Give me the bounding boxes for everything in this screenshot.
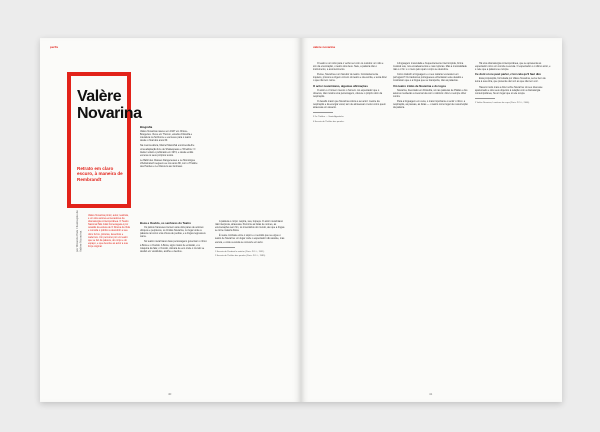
- bio-title: Biografia: [140, 125, 153, 129]
- page-number-right: 41: [429, 392, 433, 396]
- right-column-1: [313, 62, 387, 126]
- title-line-1: Valère: [77, 88, 122, 105]
- left-page: [40, 38, 301, 402]
- section-heading: Boca e Ouvido, os senhores do Teatro: [140, 221, 191, 225]
- article-subtitle: Retrato em claro escuro, à maneira de Rembrandt: [77, 166, 123, 182]
- footnote-rule: [313, 112, 333, 113]
- body-paragraph: No teatro novariniano duas personagens governam o ritmo: a Boca e o Ouvido. A Boca, signo maior de emissão, é a máquina da fala; o Ouvido, câmara de eco onde o mundo se desfaz em vocábulos, acolhe e devolve.: [140, 240, 208, 253]
- body-paragraph: O actor é o homem menos o homem. Ao espectador que o observa, não mostra uma personagem, oferece o próprio dom da respiração.: [313, 88, 383, 98]
- right-column-3: [475, 62, 551, 107]
- section-heading: Ce dont on ne peut parler, c'est cela qu'il faut dire: [475, 72, 541, 77]
- footnote: 4 Excerto de Théâtre des paroles.: [313, 120, 345, 123]
- footnote: 1 Excerto de Pendant la matière (Paris: P.O.L., 1991).: [215, 250, 265, 253]
- body-paragraph: Para a linguagem em cena, o mais importante é sentir o ritmo: a respiração, as pausas, as listas — o teatro como lugar de ressurreição da palavra.: [393, 99, 468, 110]
- title-line-2: Novarina: [77, 105, 142, 122]
- footnote-rule: [475, 98, 495, 99]
- title-box: [67, 72, 142, 208]
- bio-paragraph: Na mesma altura, Marcel Maréchal encomenda-lhe uma adaptação livre de Shakespeare e Tchekhov. O Atelier volant é publicado em 1974, e desde então encena os seus próprios textos.: [140, 144, 196, 157]
- section-heading: Um teatro irmão de Novarina e do logos: [393, 83, 446, 88]
- bio-box: [140, 126, 198, 170]
- body-paragraph: A palavra é corpo: respira, sua, tropeça. O actor novariniano não interpreta, atravessa. Percorre as listas de nomes, as enumerações sem fim, os inventários do mundo, até que a língua se torne matéria física.: [215, 220, 285, 233]
- footnote: 5 Valère Novarina, Lumières du corps (Paris: P.O.L., 2006).: [475, 101, 530, 104]
- body-paragraph: Esta proposição, formulada por Valère Novarina, serve bem de lema à sua obra, que pretende dar voz ao que não tem voz.: [475, 77, 546, 84]
- body-paragraph: A linguagem musculada e frequentemente interrompida, forma musical sua, nos encadeamentos e nas rupturas. Mas a musicalidade não é o fim: é o meio pelo qual o corpo se descobre.: [393, 62, 467, 72]
- vertical-credit: por Ricardo Pais / Ilustração de Valère Novarina: [75, 210, 83, 252]
- left-column-2: [215, 220, 285, 260]
- footnote: 3 De Théâtre — Santo Agostinho.: [313, 116, 345, 119]
- body-paragraph: Os palcos franceses tremem ante dois pares de actores: ubíquos e perplexos, os Irmãos Novarina, no lugar onde a palavra cai como uma chuva de pedras, e a língua regressa à carne.: [140, 226, 206, 239]
- bio-paragraph: Le Babil des Classes Dangereuses e Le Monologue d'Adramélech seguem-se nos anos 80, com o Théâtre des Paroles e Le Discours aux Animaux.: [140, 158, 198, 169]
- body-paragraph: Novarina, licenciado em Filosofia, vê nas palavras de Platão e dos autores medievais a mesma luta com o silêncio: dizer é sempre dizer contra.: [393, 88, 468, 98]
- red-intro-text: Valère Novarina pintor, autor, teatrista, é um dos autores-encenadores da dramaturgia contemporânea. O Teatro Nacional São João homenageia-o por ocasião da estreia de O Drama da Vida e convida o público a descobrir a sua obra: livros, pinturas, desenhos e cadernos. Um percurso por um teatro que se faz da palavra, do corpo e do espaço, e que devolve ao actor a sua força original.: [88, 214, 130, 248]
- footnote-rule: [215, 247, 235, 248]
- body-paragraph: É neste combate entre o sopro e o sentido que se ergue o teatro de Novarina: um lugar onde o espectador não assiste, mas escuta, e onde a escuta se converte em acto.: [215, 234, 285, 244]
- section-heading: O actor novariniano, algumas afirmações: [313, 83, 368, 88]
- magazine-spread: [40, 38, 562, 402]
- right-column-2: [393, 62, 469, 111]
- page-number-left: 40: [168, 392, 172, 396]
- running-head-left: perfis: [50, 45, 59, 49]
- article-title: [77, 88, 141, 122]
- body-paragraph: O teatro é um sítio para o verbo ser com os ouvidos: um não e sim da enunciação, o teatro dos deus. Nele, a palavra não é instrumento, é acontecimento.: [313, 62, 384, 72]
- left-column-1: [140, 220, 208, 255]
- body-paragraph: Há uma dramaturgia contemporânea, que se apresenta ao espectador como um convite à escuta. O espectador é o último actor, e é nele que a palavra se cumpre.: [475, 62, 551, 72]
- bio-paragraph: Valère Novarina nasceu em 1947 em Chêne-Bougeries. Viveu em Thonon, estudou Filosofia e Literatura na Sorbonne e escreveu para o teatro desde o final dos anos 60.: [140, 130, 193, 143]
- body-paragraph: Haverá muito mais a dizer sobre Novarina: do seu interesse apaixonado e dos seus objectos à relação com a dramaturgia contemporânea, há um lugar que só ele ocupa.: [475, 85, 543, 95]
- body-paragraph: Pense, Novarina é um fazedor de teatro. Constantemente inquieto, procura a origem comum do teatro e da escrita, e tenta dizer o que não tem nome.: [313, 73, 387, 83]
- running-head-right: valère novarina: [313, 45, 336, 49]
- body-paragraph: Como traduzir a linguagem e o seu carácter excessivo em português? Os tradutores portugueses enfrentaram este desafio e mostraram que é a língua que se transporta, não as palavras.: [393, 73, 464, 83]
- body-paragraph: O desafio maior que Novarina coloca é ao actor: mestre da respiração e da energia vocal, tem de atravessar o texto como quem atravessa um deserto.: [313, 99, 386, 110]
- footnote: 2 Excerto de Théâtre des paroles (Paris: P.O.L., 1989).: [215, 255, 266, 258]
- right-page: [301, 38, 562, 402]
